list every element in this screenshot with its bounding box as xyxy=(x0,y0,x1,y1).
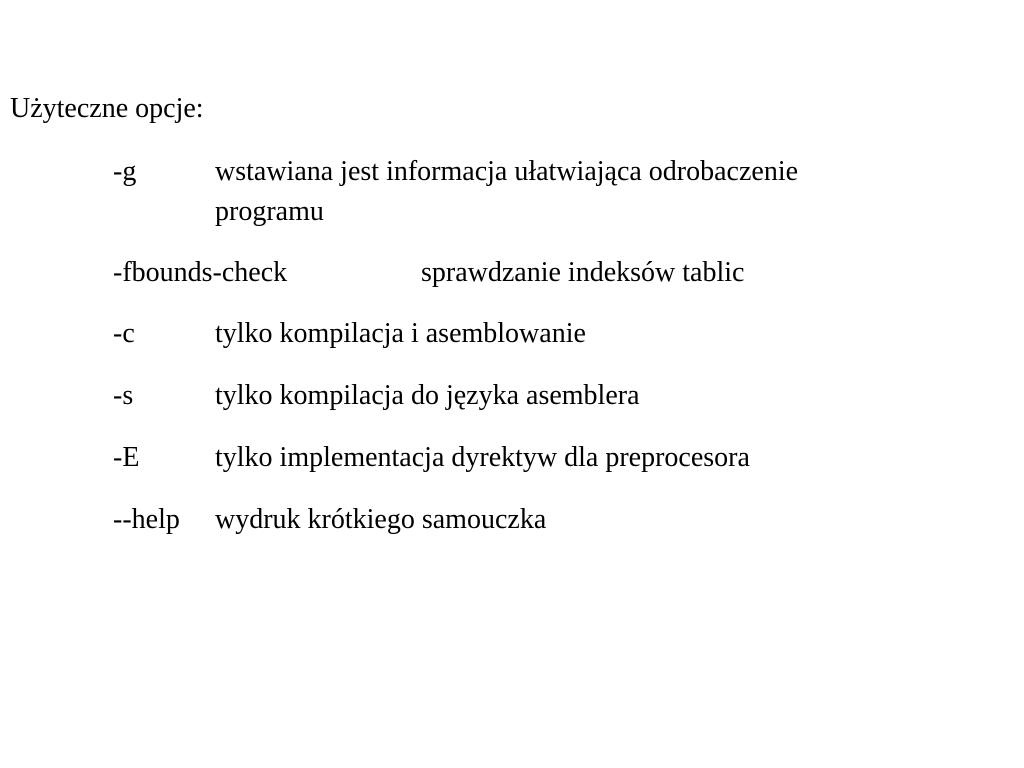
option-description: tylko kompilacja i asemblowanie xyxy=(215,318,586,349)
option-flag: -c xyxy=(113,318,135,349)
option-flag: --help xyxy=(113,504,180,535)
option-flag: -g xyxy=(113,156,137,187)
option-description: sprawdzanie indeksów tablic xyxy=(421,257,745,288)
options-heading: Użyteczne opcje: xyxy=(10,93,204,124)
option-flag: -fbounds-check xyxy=(113,257,288,288)
option-description: tylko kompilacja do języka asemblera xyxy=(215,380,640,411)
option-description-continued: programu xyxy=(215,196,324,227)
option-description: wydruk krótkiego samouczka xyxy=(215,504,547,535)
option-flag: -E xyxy=(113,442,140,473)
option-description: tylko implementacja dyrektyw dla preprocesora xyxy=(215,442,750,473)
option-flag: -s xyxy=(113,380,134,411)
option-description: wstawiana jest informacja ułatwiająca odrobaczenie xyxy=(215,156,799,187)
